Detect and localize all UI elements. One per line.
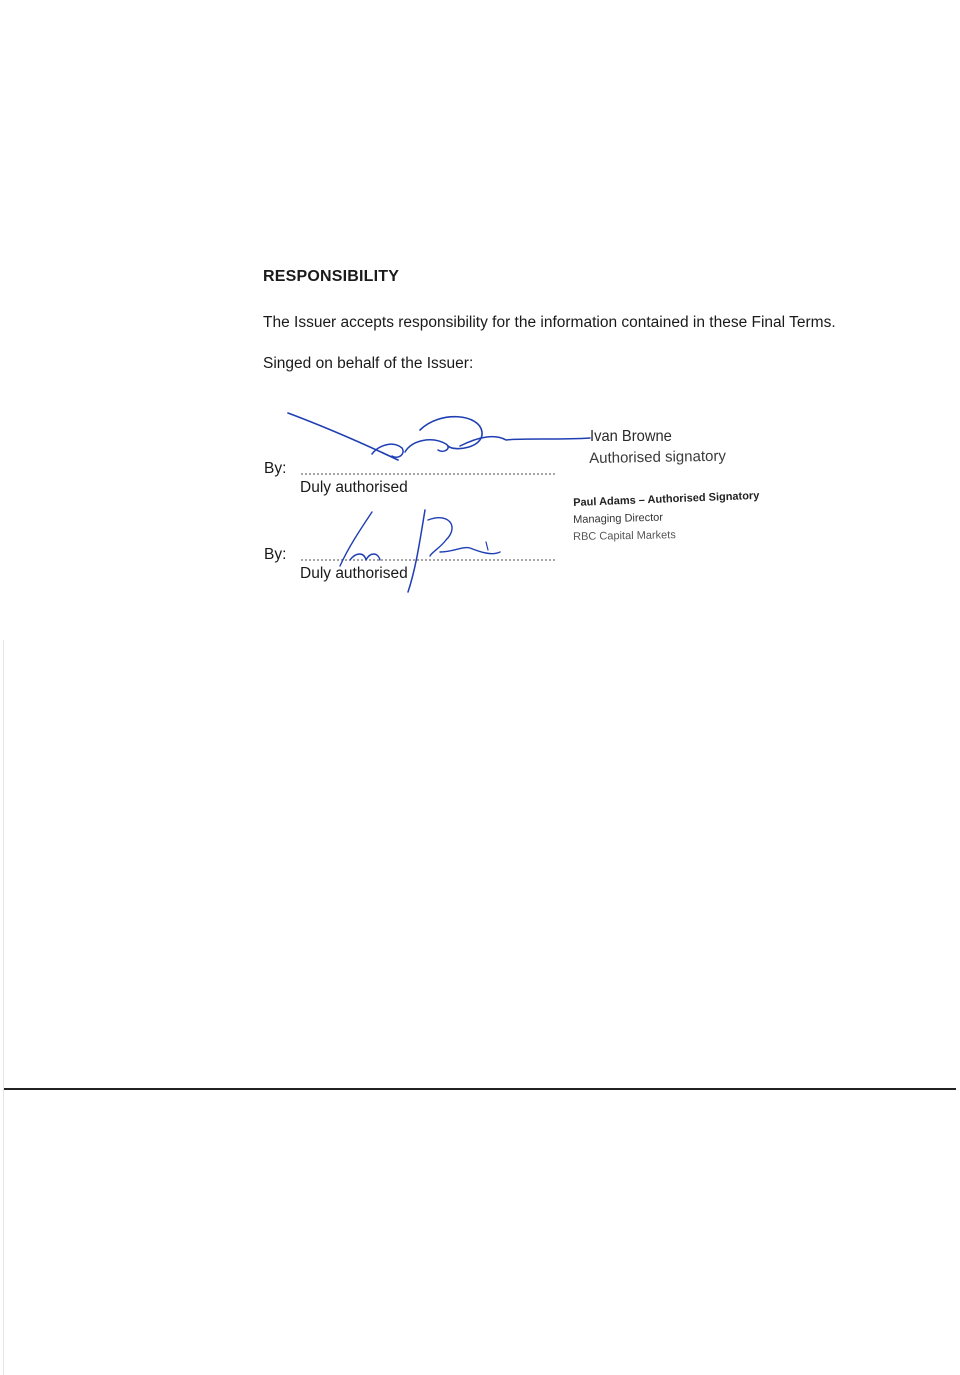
second-stamp-name: Paul Adams – Authorised Signatory [573, 489, 760, 509]
signature-1-stroke-a [288, 413, 398, 460]
signature-1-stroke-e [460, 437, 590, 446]
by-label-2: By: [264, 546, 287, 563]
duly-authorised-caption-1: Duly authorised [300, 479, 408, 496]
signed-on-behalf-line: Singed on behalf of the Issuer: [263, 355, 474, 372]
signatory-name-stamp: Ivan Browne [590, 428, 672, 445]
signature-2-stroke-a [340, 512, 372, 566]
responsibility-statement: The Issuer accepts responsibility for the information contained in these Final Terms. [263, 314, 836, 331]
second-stamp-title: Managing Director [573, 511, 664, 526]
footer-divider [4, 1088, 956, 1090]
signature-1-stroke-c [405, 440, 448, 452]
signature-dotted-line-2 [300, 559, 557, 561]
signature-2-stroke-e [440, 548, 500, 554]
signatory-role-stamp: Authorised signatory [589, 447, 727, 467]
signature-2-stroke-d [428, 518, 452, 556]
duly-authorised-caption-2: Duly authorised [300, 565, 408, 582]
second-stamp-company: RBC Capital Markets [573, 529, 676, 543]
signature-2-stroke-c [408, 510, 425, 592]
page-edge [3, 640, 4, 1375]
by-label-1: By: [264, 460, 287, 477]
signature-2-stroke-f [486, 542, 488, 550]
signature-dotted-line-1 [300, 473, 557, 475]
signature-1-stroke-b [372, 444, 403, 457]
signature-1-stroke-d [420, 417, 482, 449]
section-heading: RESPONSIBILITY [263, 268, 400, 285]
